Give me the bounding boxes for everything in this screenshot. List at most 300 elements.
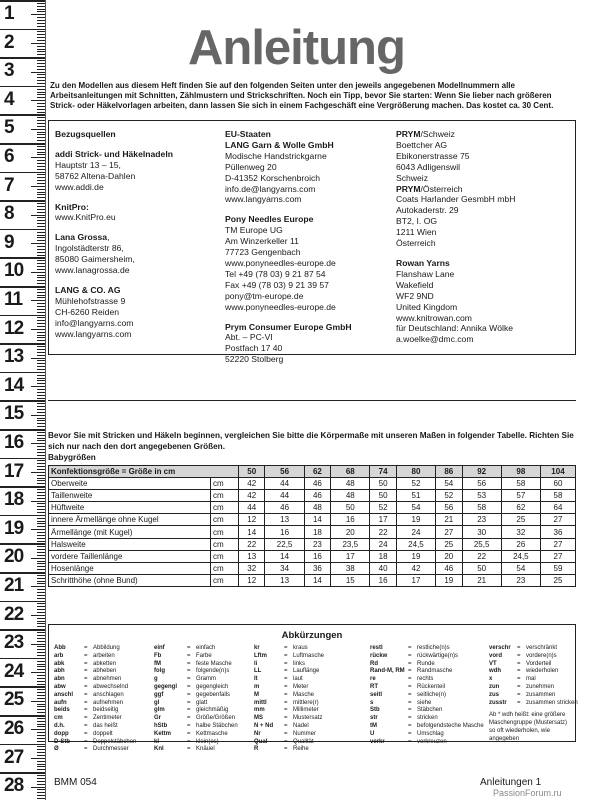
ruler-tick <box>0 686 45 688</box>
ruler-tick <box>37 152 45 153</box>
measurement-unit: cm <box>211 490 239 502</box>
abbreviation-equals: = <box>187 660 191 667</box>
ruler-tick <box>37 189 45 190</box>
abbreviation-meaning: Rückenteil <box>417 683 446 690</box>
ruler-tick <box>37 11 45 12</box>
ruler-tick <box>37 289 45 290</box>
abbreviation-meaning: abheben <box>93 668 117 675</box>
abbreviation-key: R <box>254 746 259 753</box>
abbreviation-equals: = <box>284 707 288 714</box>
abbreviation-equals: = <box>84 645 88 651</box>
ruler-tick <box>37 766 45 767</box>
abbreviation-meaning: Nadel <box>293 722 309 729</box>
supplier-line: TM Europe UG <box>225 225 283 236</box>
abbreviation-meaning: verschränkt <box>526 645 558 651</box>
ruler-tick <box>37 126 45 127</box>
ruler-tick <box>37 194 45 195</box>
ruler-tick <box>37 578 45 579</box>
ruler-number: 7 <box>4 174 14 196</box>
ruler-tick <box>37 395 45 396</box>
measurement-value: 12 <box>239 514 265 526</box>
measurement-value: 46 <box>265 502 304 514</box>
measurement-unit: cm <box>211 550 239 562</box>
supplier-line: 1211 Wien <box>396 227 437 238</box>
ruler-tick <box>31 157 45 158</box>
supplier-line: United Kingdom <box>396 301 458 312</box>
ruler-tick <box>37 726 45 727</box>
abbreviation-meaning: Kettmasche <box>196 730 228 737</box>
abbreviation-key: restl <box>370 645 383 651</box>
ruler-tick <box>37 369 45 370</box>
ruler-tick <box>37 664 45 665</box>
abbreviation-key: U <box>370 730 375 737</box>
measurement-label: Hüftweite <box>49 502 211 514</box>
abbreviation-meaning: Abbildung <box>93 645 120 651</box>
abbreviation-equals: = <box>284 730 288 737</box>
abbreviation-entry <box>154 668 238 676</box>
supplier-line: www.lanagrossa.de <box>55 265 130 276</box>
abbreviation-key: Qual <box>254 738 268 745</box>
abbreviation-key: re <box>370 676 376 683</box>
watermark: PassionForum.ru <box>493 788 562 798</box>
ruler-number: 20 <box>4 546 24 568</box>
abbreviation-equals: = <box>517 691 521 698</box>
abbreviations-column <box>254 645 324 754</box>
abbreviation-equals: = <box>284 715 288 722</box>
ruler-tick <box>37 112 45 113</box>
measurement-label: Ärmellänge (mit Kugel) <box>49 526 211 538</box>
ruler-tick <box>37 209 45 210</box>
abbreviation-equals: = <box>284 746 288 753</box>
ruler-tick <box>37 283 45 284</box>
abbreviation-equals: = <box>284 660 288 667</box>
measurement-value: 52 <box>396 478 435 490</box>
ruler-tick <box>37 623 45 624</box>
ruler-tick <box>37 521 45 522</box>
ruler-tick <box>37 781 45 782</box>
supplier-name: KnitPro: <box>55 201 89 212</box>
measurement-value: 18 <box>370 550 396 562</box>
measurement-value: 25,5 <box>462 538 501 550</box>
ruler-tick <box>37 169 45 170</box>
abbreviation-meaning: Reihe <box>293 746 309 753</box>
abbreviation-meaning: folgende(n)s <box>196 668 230 675</box>
measurement-value: 44 <box>265 490 304 502</box>
ruler-tick <box>37 280 45 281</box>
ruler-tick <box>37 392 45 393</box>
ruler-tick <box>37 655 45 656</box>
abbreviation-equals: = <box>517 668 521 675</box>
abbreviation-equals: = <box>408 691 412 698</box>
measurement-value: 21 <box>436 514 462 526</box>
measurement-value: 64 <box>540 502 575 514</box>
abbreviation-equals: = <box>284 722 288 729</box>
measurement-value: 56 <box>462 478 501 490</box>
ruler-tick <box>37 31 45 32</box>
measurement-value: 54 <box>436 478 462 490</box>
supplier-line: Tel +49 (78 03) 9 21 87 54 <box>225 268 326 279</box>
ruler-tick <box>0 658 45 660</box>
abbreviation-entry <box>254 723 324 731</box>
ruler-tick <box>37 355 45 356</box>
table-row <box>49 562 576 574</box>
abbreviation-entry <box>370 739 484 747</box>
abbreviation-entry <box>154 746 238 754</box>
abbreviation-key: hStb <box>154 722 168 729</box>
measurement-value: 16 <box>331 514 370 526</box>
abbreviation-meaning: laut <box>293 676 303 683</box>
measurement-value: 18 <box>304 526 330 538</box>
abbreviation-equals: = <box>284 676 288 683</box>
measurement-value: 24 <box>370 538 396 550</box>
ruler-number: 23 <box>4 632 24 654</box>
abbreviations-column <box>54 645 136 754</box>
supplier-line: Püllenweg 20 <box>225 161 277 172</box>
supplier-line: Am Winzerkeller 11 <box>225 236 299 247</box>
abbreviation-key: M <box>254 691 259 698</box>
ruler-tick <box>37 332 45 333</box>
measurement-value: 27 <box>540 538 575 550</box>
abbreviation-entry <box>254 653 324 661</box>
abbreviation-equals: = <box>408 652 412 659</box>
measurement-value: 19 <box>396 550 435 562</box>
size-header-cell: 98 <box>501 466 540 478</box>
abbreviation-meaning: Runde <box>417 660 435 667</box>
supplier-line: 58762 Altena-Dahlen <box>55 170 136 181</box>
supplier-line: Modische Handstrickgarne <box>225 150 327 161</box>
abbreviation-key: seitl <box>370 691 383 698</box>
ruler-tick <box>37 383 45 384</box>
ruler-tick <box>37 552 45 553</box>
abbreviation-meaning: Durchmesser <box>93 746 129 753</box>
ruler-tick <box>37 412 45 413</box>
supplier-name: Rowan Yarns <box>396 257 450 268</box>
ruler-tick <box>37 649 45 650</box>
abbreviation-entry <box>489 645 578 653</box>
ruler-tick <box>37 378 45 379</box>
ruler-tick <box>37 460 45 461</box>
ruler-tick <box>37 197 45 198</box>
abbreviation-entry <box>254 731 324 739</box>
measurement-label: vordere Taillenlänge <box>49 550 211 562</box>
ruler-tick <box>37 246 45 247</box>
abbreviation-equals: = <box>408 645 412 651</box>
abbreviation-equals: = <box>187 683 191 690</box>
supplier-line: Wakefield <box>396 279 434 290</box>
abbreviation-equals: = <box>84 730 88 737</box>
abbreviation-key: arb <box>54 652 64 659</box>
ruler-tick <box>37 212 45 213</box>
ruler-tick <box>37 220 45 221</box>
ruler-number: 18 <box>4 489 24 511</box>
ruler-tick <box>31 586 45 587</box>
abbreviation-entry <box>54 676 136 684</box>
ruler-tick <box>0 772 45 774</box>
abbreviation-key: m <box>254 683 260 690</box>
abbreviation-equals: = <box>284 683 288 690</box>
ruler-tick <box>37 263 45 264</box>
measurement-value: 52 <box>436 490 462 502</box>
measurement-value: 62 <box>501 502 540 514</box>
abbreviation-meaning: beidseitig <box>93 707 119 714</box>
ruler-tick <box>0 372 45 374</box>
ruler-tick <box>37 63 45 64</box>
ruler-tick <box>37 240 45 241</box>
ruler-tick <box>31 300 45 301</box>
supplier-line: Schweiz <box>396 172 428 183</box>
abbreviation-entry <box>54 700 136 708</box>
measurement-value: 23 <box>501 574 540 586</box>
abbreviation-key: zun <box>489 683 500 690</box>
abbreviation-key: Kettm <box>154 730 172 737</box>
ruler-number: 11 <box>4 289 23 310</box>
abbreviation-meaning: abketten <box>93 660 117 667</box>
ruler-tick <box>37 652 45 653</box>
ruler-tick <box>31 672 45 673</box>
measurement-value: 42 <box>239 478 265 490</box>
measurement-value: 24,5 <box>396 538 435 550</box>
abbreviation-meaning: rückwärtige(n)s <box>417 652 459 659</box>
ruler-tick <box>37 463 45 464</box>
abbreviation-entry <box>370 692 484 700</box>
abbreviation-meaning: restliche(n)s <box>417 645 450 651</box>
supplier-line: info.de@langyarns.com <box>225 183 316 194</box>
ruler-tick <box>0 486 45 488</box>
abbreviation-equals: = <box>84 707 88 714</box>
ruler-tick <box>37 420 45 421</box>
ruler-tick <box>37 174 45 175</box>
supplier-line: www.knitrowan.com <box>396 312 472 323</box>
abbreviation-key: Abb <box>54 645 66 651</box>
abbreviation-meaning: links <box>293 660 306 667</box>
abbreviation-equals: = <box>408 715 412 722</box>
ruler-tick <box>37 681 45 682</box>
abbreviation-meaning: befolgendsteche Masche <box>417 722 484 729</box>
ruler-tick <box>31 501 45 502</box>
abbreviation-meaning: aufnehmen <box>93 699 124 706</box>
abbreviation-key: gl <box>154 699 160 706</box>
abbreviation-equals: = <box>517 645 521 651</box>
abbreviation-equals: = <box>284 699 288 706</box>
ruler-tick <box>37 335 45 336</box>
ruler-tick <box>37 166 45 167</box>
ruler-tick <box>37 40 45 41</box>
abbreviation-meaning: wiederholen <box>526 668 559 675</box>
ruler-tick <box>37 569 45 570</box>
ruler-tick <box>0 515 45 517</box>
ruler-tick <box>37 137 45 138</box>
abbreviation-key: verschr <box>489 645 511 651</box>
abbreviation-meaning: zusammen <box>526 691 556 698</box>
footer-issue: BMM 054 <box>54 777 97 788</box>
ruler-tick <box>37 398 45 399</box>
measurement-value: 16 <box>370 574 396 586</box>
ruler-tick <box>37 260 45 261</box>
measurement-label: Schritthöhe (ohne Bund) <box>49 574 211 586</box>
abbreviation-meaning: Knäuel <box>196 746 215 753</box>
ruler-tick <box>37 226 45 227</box>
ruler-tick <box>37 217 45 218</box>
ruler-tick <box>37 403 45 404</box>
ruler-tick <box>37 621 45 622</box>
measurement-value: 26 <box>501 538 540 550</box>
ruler-tick <box>37 646 45 647</box>
ruler-tick <box>31 243 45 244</box>
ruler-tick <box>37 37 45 38</box>
abbreviation-key: Rand-M, RM <box>370 668 405 675</box>
supplier-name-suffix: /Schweiz <box>420 129 455 139</box>
ruler-tick <box>37 689 45 690</box>
ruler-tick <box>37 792 45 793</box>
measurement-value: 36 <box>304 562 330 574</box>
ruler-tick <box>37 235 45 236</box>
ruler-tick <box>37 698 45 699</box>
abbreviation-equals: = <box>84 652 88 659</box>
ruler-tick <box>37 237 45 238</box>
ruler-tick <box>37 269 45 270</box>
abbreviation-entry <box>370 684 484 692</box>
abbreviation-equals: = <box>408 660 412 667</box>
abbreviation-meaning: Zentimeter <box>93 715 122 722</box>
intro-text: Zu den Modellen aus diesem Heft finden Sie auf den folgenden Seiten unter den jeweils angegebenen Modellnummern alle Arbeitsanleitungen mit Schnitten, Zählmustern und Strickschriften. Noch ein Tipp, bevor Sie starten: Wenn Sie lieber nach größeren Strick- oder Häkelvorlagen arbeiten, dann lassen Sie sich in einem Fachgeschäft eine Vergrößerung machen. Das kostet ca. 30 Cent. <box>50 81 554 110</box>
ruler-number: 6 <box>4 146 14 167</box>
abbreviation-entry <box>154 715 238 723</box>
abbreviation-key: Lftm <box>254 652 267 659</box>
ruler-tick <box>37 755 45 756</box>
ruler-tick <box>37 94 45 95</box>
abbreviation-entry <box>254 684 324 692</box>
ruler-tick <box>37 769 45 770</box>
supplier-line: Ingolstädterstr 86, <box>55 243 124 254</box>
measurement-value: 17 <box>331 550 370 562</box>
ruler-tick <box>0 601 45 603</box>
ruler-tick <box>37 203 45 204</box>
ruler-tick <box>0 114 45 116</box>
measurement-value: 57 <box>501 490 540 502</box>
abbreviation-key: N + Nd <box>254 722 274 729</box>
ruler-tick <box>37 512 45 513</box>
abbreviation-key: s <box>370 699 374 706</box>
supplier-line: Fax +49 (78 03) 9 21 39 57 <box>225 279 329 290</box>
abbreviation-key: x <box>489 676 493 683</box>
ruler-tick <box>37 295 45 296</box>
abbreviation-key: verkr <box>370 738 385 745</box>
supplier-name: Prym Consumer Europe GmbH <box>225 321 352 332</box>
ruler-tick <box>37 523 45 524</box>
abbreviation-meaning: Luftmasche <box>293 652 325 659</box>
ruler-tick <box>37 561 45 562</box>
abbreviation-equals: = <box>84 699 88 706</box>
abbreviation-entry <box>254 676 324 684</box>
ruler-tick <box>37 352 45 353</box>
ruler-number: 26 <box>4 718 24 739</box>
measurement-value: 50 <box>370 490 396 502</box>
abbreviation-meaning: Mustersatz <box>293 715 323 722</box>
ruler-tick <box>37 409 45 410</box>
abbreviation-meaning: kraus <box>293 645 308 651</box>
ruler-tick <box>31 358 45 359</box>
measurement-value: 14 <box>265 550 304 562</box>
table-row <box>49 526 576 538</box>
supplier-line: WF2 9ND <box>396 290 434 301</box>
ruler-tick <box>37 581 45 582</box>
abbreviation-meaning: rechts <box>417 676 434 683</box>
supplier-line: Autokaderstr. 29 <box>396 205 459 216</box>
ruler-tick <box>37 478 45 479</box>
abbreviation-entry <box>54 692 136 700</box>
abbreviation-meaning: abwechselnd <box>93 683 129 690</box>
abbreviation-entry <box>54 684 136 692</box>
abbreviation-entry <box>154 707 238 715</box>
ruler-tick <box>37 489 45 490</box>
ruler-tick <box>37 566 45 567</box>
abbreviation-key: einf <box>154 645 165 651</box>
ruler-tick <box>0 543 45 545</box>
supplier-line: für Deutschland: Annika Wölke <box>396 323 514 334</box>
abbreviation-entry <box>54 739 136 747</box>
ruler-tick <box>0 315 45 317</box>
abbreviation-entry <box>489 668 578 676</box>
abbreviation-meaning: arbeiten <box>93 652 115 659</box>
abbreviation-key: folg <box>154 668 165 675</box>
abbreviation-meaning: abnehmen <box>93 676 122 683</box>
ruler-tick <box>0 200 45 202</box>
ruler-number: 9 <box>4 231 14 253</box>
ruler-tick <box>37 795 45 796</box>
ruler-tick <box>37 483 45 484</box>
ruler-tick <box>37 326 45 327</box>
measurement-value: 52 <box>370 502 396 514</box>
abbreviation-equals: = <box>517 652 521 659</box>
ruler-number: 5 <box>4 117 14 139</box>
abbreviation-key: abn <box>54 676 65 683</box>
abbreviation-entry <box>154 645 238 653</box>
suppliers-box <box>48 120 576 365</box>
abbreviation-meaning: Lauflänge <box>293 668 320 675</box>
ruler-tick <box>37 480 45 481</box>
abbreviation-entry <box>54 653 136 661</box>
supplier-line: info@langyarns.com <box>55 317 134 328</box>
abbreviation-meaning: klein(es) <box>196 738 219 745</box>
abbreviation-entry <box>54 661 136 669</box>
abbreviation-meaning: Vorderteil <box>526 660 552 667</box>
measurement-value: 36 <box>540 526 575 538</box>
measurement-value: 42 <box>239 490 265 502</box>
measurement-value: 54 <box>501 562 540 574</box>
abbreviation-meaning: siehe <box>417 699 432 706</box>
table-row <box>49 502 576 514</box>
measurement-value: 59 <box>540 562 575 574</box>
size-header-cell: 86 <box>436 466 462 478</box>
ruler-number: 21 <box>4 575 24 596</box>
ruler-tick <box>37 632 45 633</box>
supplier-line: Abt. – PC-VI <box>225 332 273 343</box>
abbreviation-entry <box>370 723 484 731</box>
ruler-tick <box>37 798 45 799</box>
supplier-line: Coats Harlander GesmbH mbH <box>396 194 516 205</box>
ruler-tick <box>37 206 45 207</box>
measurement-value: 23 <box>462 514 501 526</box>
measurement-value: 13 <box>265 514 304 526</box>
abbreviation-key: Knl <box>154 746 164 753</box>
abbreviations-column <box>489 645 578 744</box>
measurement-value: 22,5 <box>265 538 304 550</box>
ruler-tick <box>31 329 45 330</box>
measurement-value: 22 <box>370 526 396 538</box>
abbreviation-key: mittl <box>254 699 267 706</box>
size-header-cell: 104 <box>540 466 575 478</box>
ruler-tick <box>37 661 45 662</box>
